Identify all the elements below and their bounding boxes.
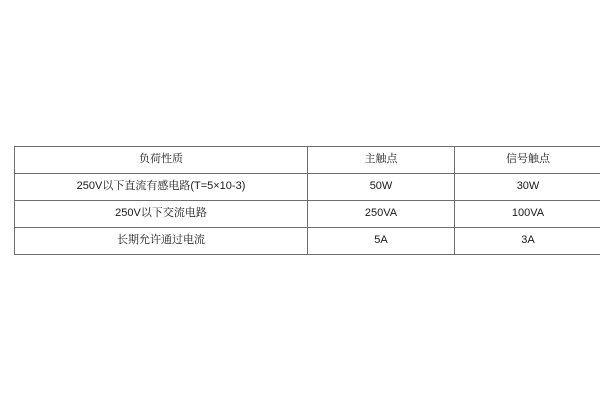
column-header-main-contact: 主触点 <box>308 147 455 174</box>
table-header-row <box>15 147 600 174</box>
table-row <box>15 201 600 228</box>
cell-load-type: 250V以下直流有感电路(T=5×10-3) <box>15 174 308 201</box>
contact-rating-table <box>14 146 600 255</box>
cell-main-contact: 250VA <box>308 201 455 228</box>
cell-load-type: 长期允许通过电流 <box>15 228 308 255</box>
column-header-load-type: 负荷性质 <box>15 147 308 174</box>
table-row <box>15 228 600 255</box>
cell-load-type: 250V以下交流电路 <box>15 201 308 228</box>
cell-signal-contact: 100VA <box>455 201 600 228</box>
cell-main-contact: 5A <box>308 228 455 255</box>
table-row <box>15 174 600 201</box>
cell-signal-contact: 30W <box>455 174 600 201</box>
cell-signal-contact: 3A <box>455 228 600 255</box>
column-header-signal-contact: 信号触点 <box>455 147 600 174</box>
cell-main-contact: 50W <box>308 174 455 201</box>
